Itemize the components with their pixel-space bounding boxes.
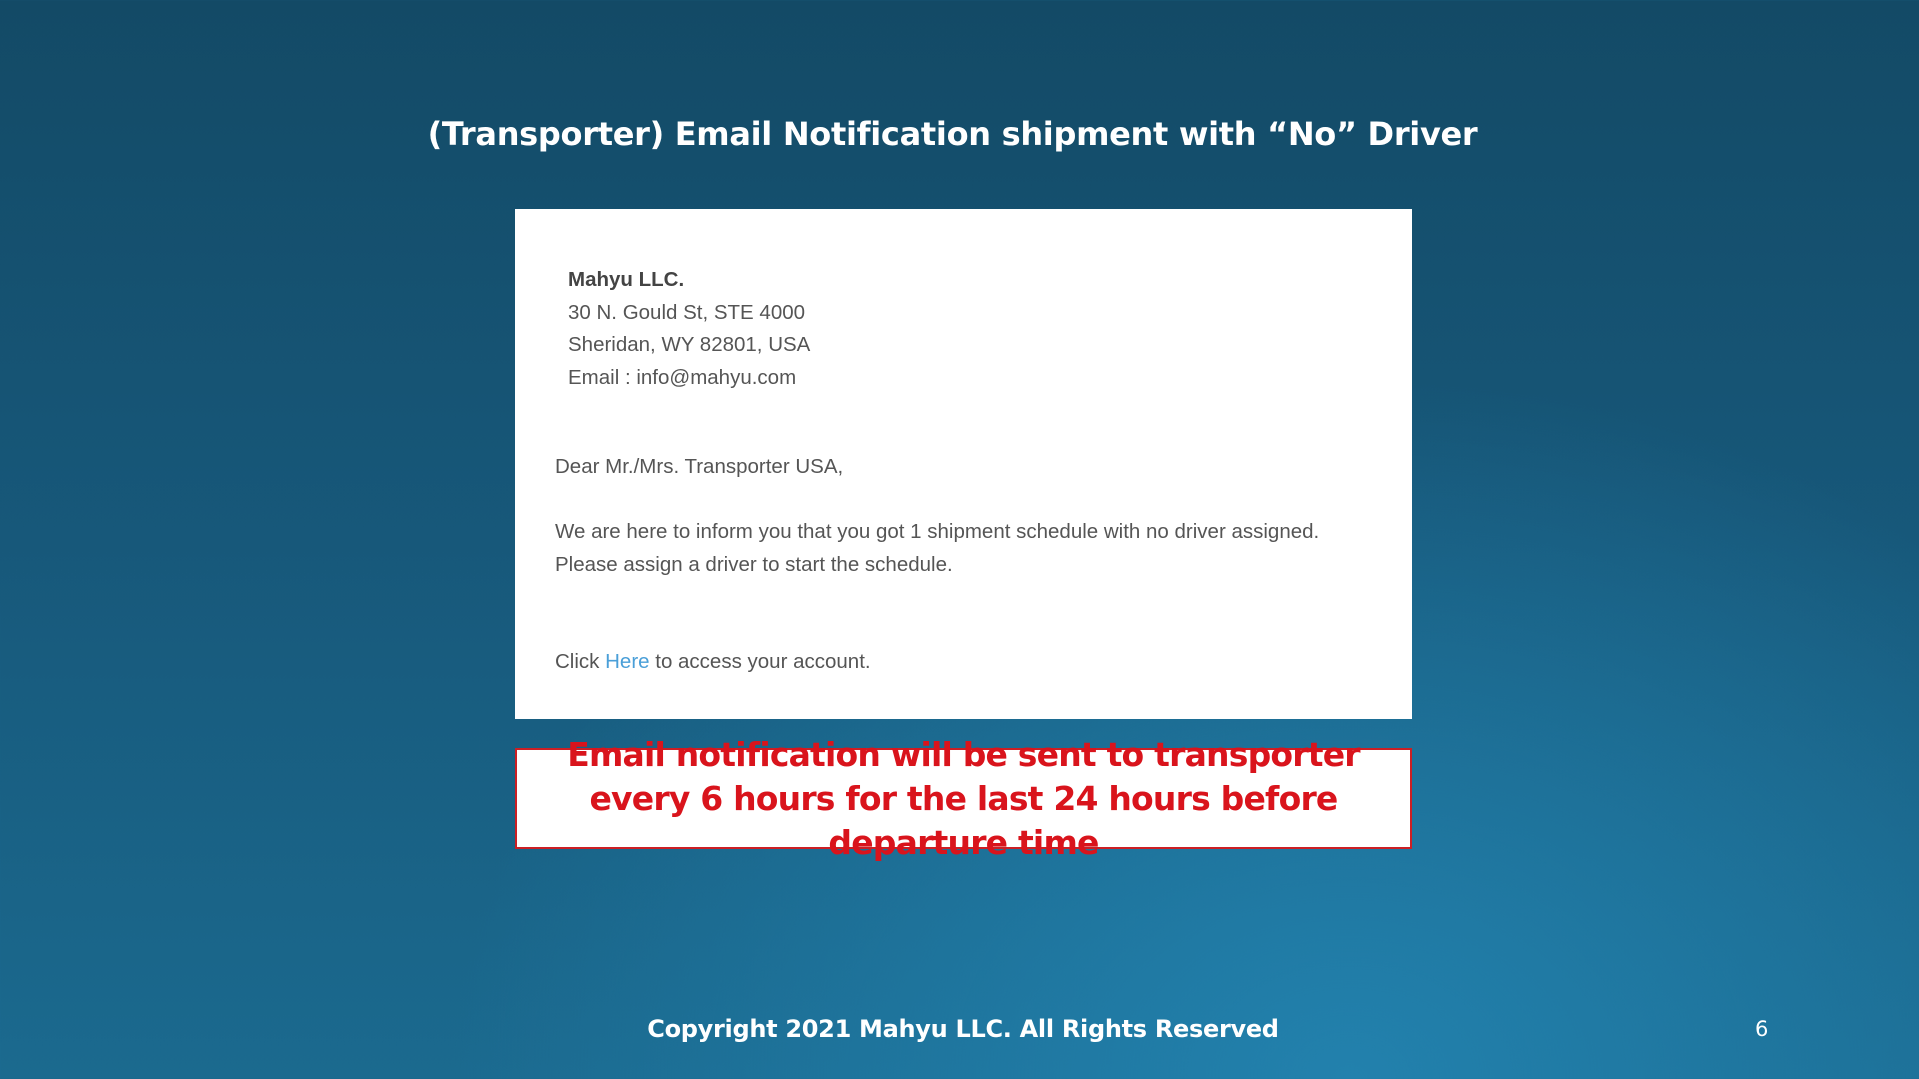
- email-greeting: Dear Mr./Mrs. Transporter USA,: [555, 455, 844, 478]
- email-message: [555, 516, 1319, 581]
- copyright-footer: Copyright 2021 Mahyu LLC. All Rights Reserved: [647, 1015, 1279, 1043]
- page-number: 6: [1755, 1017, 1769, 1041]
- cta-suffix: to access your account.: [649, 650, 871, 673]
- email-cta: [555, 646, 871, 679]
- sender-email: Email : info@mahyu.com: [568, 365, 797, 389]
- sender-address-line1: 30 N. Gould St, STE 4000: [568, 300, 806, 324]
- sender-address-line2: Sheridan, WY 82801, USA: [568, 333, 811, 356]
- email-message-line1: We are here to inform you that you got 1 shipment schedule with no driver assigned.: [555, 520, 1320, 543]
- email-preview: [515, 209, 1412, 719]
- email-message-line2: Please assign a driver to start the schedule.: [555, 552, 953, 576]
- sender-block: [568, 264, 810, 394]
- here-link[interactable]: Here: [605, 650, 650, 673]
- cta-prefix: Click: [555, 650, 606, 673]
- notice-text: Email notification will be sent to transporter every 6 hours for the last 24 hours before departure time: [567, 734, 1360, 862]
- sender-company: Mahyu LLC.: [568, 268, 685, 291]
- notice-box: [515, 734, 1412, 862]
- slide-title: (Transporter) Email Notification shipment with “No” Driver: [427, 115, 1478, 153]
